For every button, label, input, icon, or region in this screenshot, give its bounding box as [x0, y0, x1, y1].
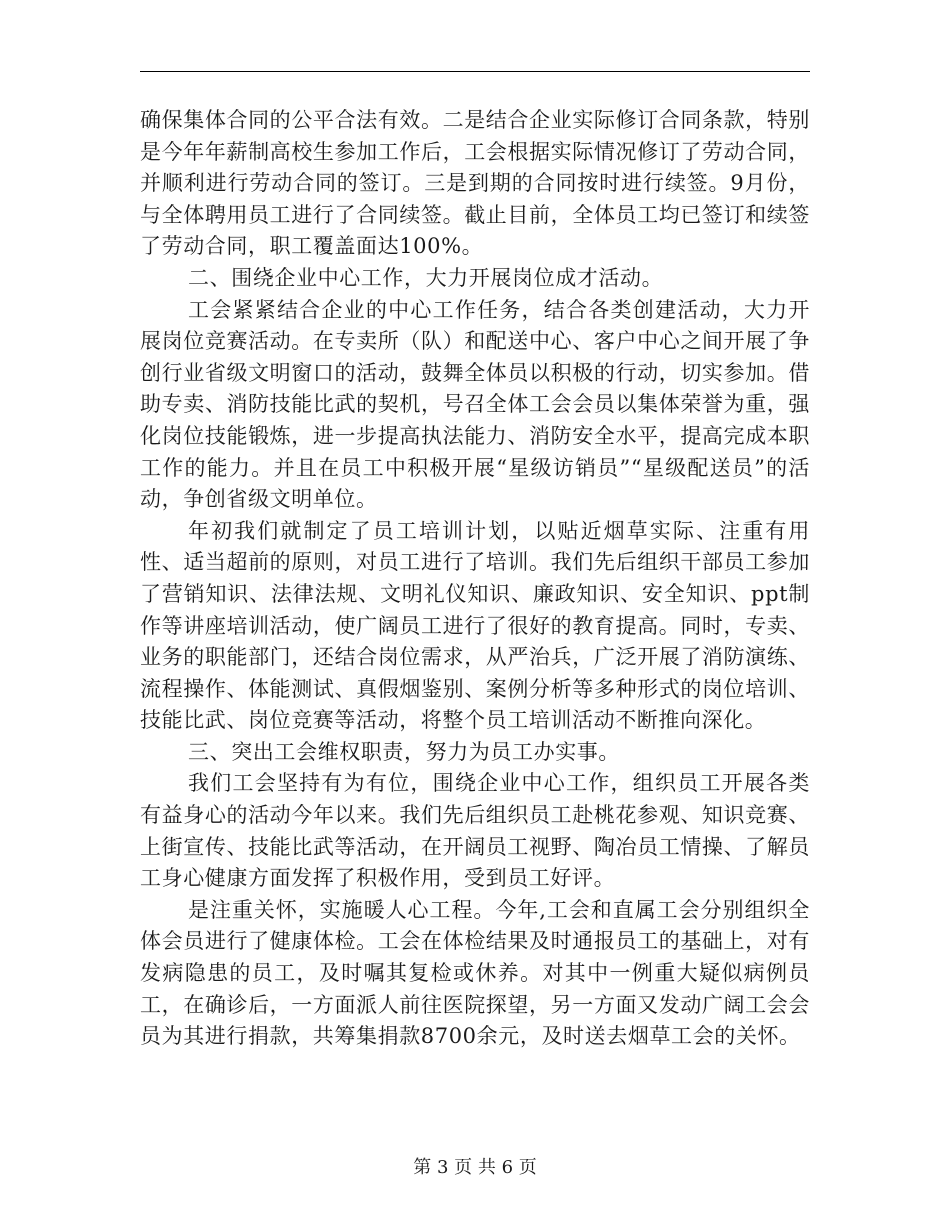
page-footer: 第 3 页 共 6 页 [413, 1157, 537, 1178]
section-heading-2: 二、围绕企业中心工作，大力开展岗位成才活动。 [188, 265, 664, 290]
header-rule [140, 71, 810, 72]
paragraph-7: 是注重关怀，实施暖人心工程。今年,工会和直属工会分别组织全体会员进行了健康体检。工会在体检结果及时通报员工的基础上，对有发病隐患的员工，及时嘱其复检或休养。对其中一例重大疑似病例员工，在确诊后，一方面派人前往医院探望，另一方面又发动广阔工会会员为其进行捐款，共筹集捐款8700余元，及时送去烟草工会的关怀。 [140, 897, 810, 1049]
paragraph-6: 我们工会坚持有为有位，围绕企业中心工作，组织员工开展各类有益身心的活动今年以来。我们先后组织员工赴桃花参观、知识竞赛、上街宣传、技能比武等活动，在开阔员工视野、陶冶员工情操、了解员工身心健康方面发挥了积极作用，受到员工好评。 [140, 771, 810, 891]
paragraph-3: 工会紧紧结合企业的中心工作任务，结合各类创建活动，大力开展岗位竞赛活动。在专卖所（队）和配送中心、客户中心之间开展了争创行业省级文明窗口的活动，鼓舞全体员以积极的行动，切实参加。借助专卖、消防技能比武的契机，号召全体工会会员以集体荣誉为重，强化岗位技能锻炼，进一步提高执法能力、消防安全水平，提高完成本职工作的能力。并且在员工中积极开展“星级访销员”“星级配送员”的活动，争创省级文明单位。 [140, 297, 810, 512]
paragraph-4: 年初我们就制定了员工培训计划，以贴近烟草实际、注重有用性、适当超前的原则，对员工进行了培训。我们先后组织干部员工参加了营销知识、法律法规、文明礼仪知识、廉政知识、安全知识、ppt制作等讲座培训活动，使广阔员工进行了很好的教育提高。同时，专卖、业务的职能部门，还结合岗位需求，从严治兵，广泛开展了消防演练、流程操作、体能测试、真假烟鉴别、案例分析等多种形式的岗位培训、技能比武、岗位竞赛等活动，将整个员工培训活动不断推向深化。 [140, 518, 810, 733]
document-body [140, 105, 810, 1053]
paragraph-1: 确保集体合同的公平合法有效。二是结合企业实际修订合同条款，特别是今年年薪制高校生参加工作后，工会根据实际情况修订了劳动合同，并顺利进行劳动合同的签订。三是到期的合同按时进行续签。9月份，与全体聘用员工进行了合同续签。截止目前，全体员工均已签订和续签了劳动合同，职工覆盖面达100%。 [140, 108, 810, 259]
section-heading-3: 三、突出工会维权职责，努力为员工办实事。 [188, 739, 620, 764]
